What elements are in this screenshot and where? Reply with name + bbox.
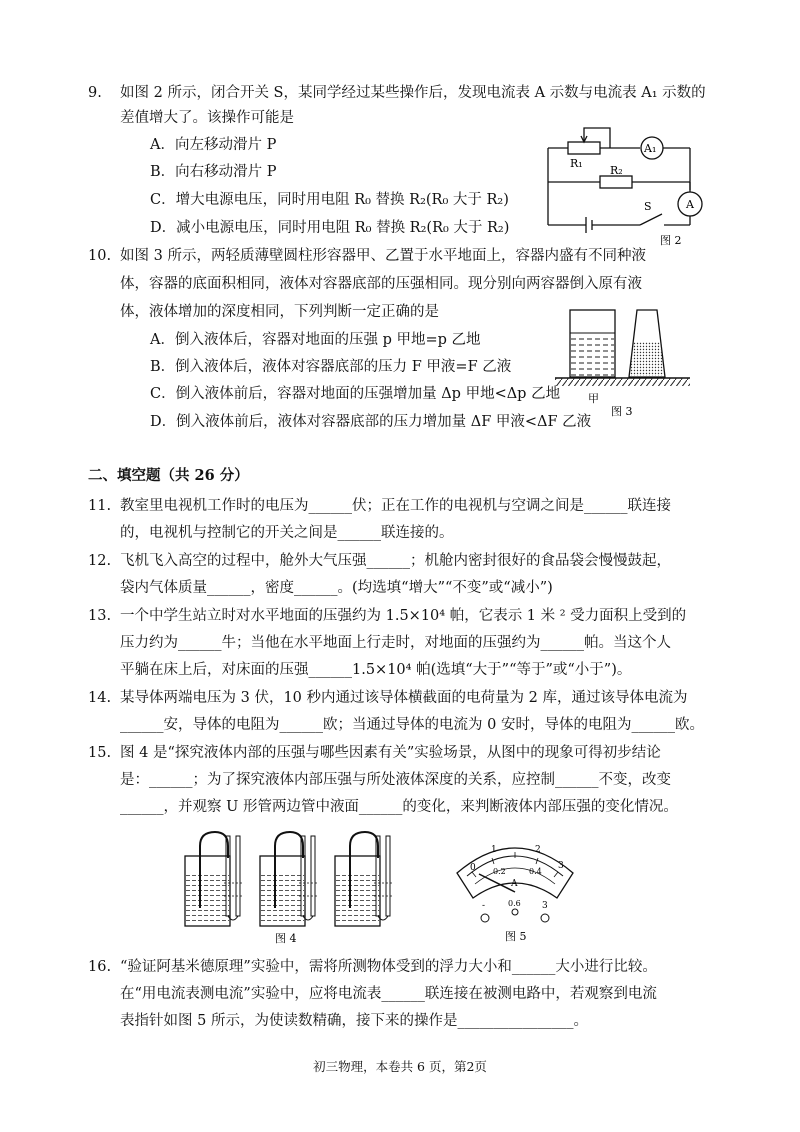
beaker-1 <box>185 832 242 926</box>
option-b: B．倒入液体后，液体对容器底部的压力 F 甲液=F 乙液 <box>150 359 512 375</box>
dial-tick-0: 0 <box>470 863 476 873</box>
figure-4-beakers <box>180 828 405 948</box>
question-stem: 如图 2 所示，闭合开关 S，某同学经过某些操作后，发现电流表 A 示数与电流表 A₁ 示数的 <box>120 85 706 101</box>
question-stem: 差值增大了。该操作可能是 <box>120 110 294 126</box>
option-d: D．减小电源电压，同时用电阻 R₀ 替换 R₂(R₀ 大于 R₂) <box>150 220 510 236</box>
question-text: 某导体两端电压为 3 伏，10 秒内通过该导体横截面的电荷量为 2 库，通过该导体电流为 <box>120 690 688 706</box>
figure-3-containers <box>555 300 695 420</box>
question-text: 袋内气体质量______，密度______。(均选填“增大”“不变”或“减小”) <box>120 580 553 596</box>
figure-3-caption: 图 3 <box>611 405 633 418</box>
beaker-3 <box>335 832 392 926</box>
question-text: 的，电视机与控制它的开关之间是______联连接的。 <box>120 525 454 541</box>
figure-5-ammeter <box>445 828 585 948</box>
question-number: 16. <box>88 959 112 975</box>
section-title: 二、填空题（共 26 分） <box>88 467 249 484</box>
dial-tick-1: 1 <box>491 845 497 855</box>
question-text: 飞机飞入高空的过程中，舱外大气压强______；机舱内密封很好的食品袋会慢慢鼓起， <box>120 553 671 569</box>
figure-2-caption: 图 2 <box>660 234 682 247</box>
terminal-06: 0.6 <box>508 899 521 908</box>
question-stem: 体，容器的底面积相同，液体对容器底部的压强相同。现分别向两容器倒入原有液 <box>120 276 642 292</box>
question-text: 一个中学生站立时对水平地面的压强约为 1.5×10⁴ 帕，它表示 1 米 ² 受力面积上受到的 <box>120 608 687 624</box>
figure-5-caption: 图 5 <box>505 930 527 943</box>
question-text: “验证阿基米德原理”实验中，需将所测物体受到的浮力大小和______大小进行比较。 <box>120 959 657 975</box>
question-text: 教室里电视机工作时的电压为______伏；正在工作的电视机与空调之间是______联连接 <box>120 498 671 514</box>
option-b: B．向右移动滑片 P <box>150 164 277 180</box>
option-c: C．倒入液体前后，容器对地面的压强增加量 Δp 甲地<Δp 乙地 <box>150 386 561 402</box>
r2-label: R₂ <box>610 164 623 177</box>
question-text: 是：______；为了探究液体内部压强与所处液体深度的关系，应控制______不变，改变 <box>120 772 671 788</box>
question-number: 9. <box>88 85 102 101</box>
r1-label: R₁ <box>570 157 583 170</box>
question-text: 压力约为______牛；当他在水平地面上行走时，对地面的压强约为______帕。当这个人 <box>120 635 671 651</box>
terminal-negative: - <box>482 901 486 911</box>
question-number: 10. <box>88 248 112 264</box>
option-c: C．增大电源电压，同时用电阻 R₀ 替换 R₂(R₀ 大于 R₂) <box>150 192 509 208</box>
terminal-3: 3 <box>542 901 548 911</box>
dial-tick-2: 2 <box>535 845 541 855</box>
ammeter-a1-label: A₁ <box>644 142 657 155</box>
question-number: 15. <box>88 745 112 761</box>
question-stem: 如图 3 所示，两轻质薄壁圆柱形容器甲、乙置于水平地面上，容器内盛有不同种液 <box>120 248 646 264</box>
dial-tick-3: 3 <box>558 861 564 871</box>
container-jia-label: 甲 <box>588 392 599 405</box>
question-text: 图 4 是“探究液体内部的压强与哪些因素有关”实验场景，从图中的现象可得初步结论 <box>120 745 661 761</box>
switch-label: S <box>644 200 652 213</box>
question-text: ______，并观察 U 形管两边管中液面______的变化，来判断液体内部压强的变化情况。 <box>120 799 678 815</box>
figure-2-circuit <box>540 120 720 245</box>
dial-unit: A <box>511 879 518 889</box>
option-d: D．倒入液体前后，液体对容器底部的压力增加量 ΔF 甲液<ΔF 乙液 <box>150 414 592 430</box>
question-text: ______安，导体的电阻为______欧；当通过导体的电流为 0 安时，导体的电阻为______欧。 <box>120 717 704 733</box>
question-text: 平躺在床上后，对床面的压强______1.5×10⁴ 帕(选填“大于”“等于”或“小于”)。 <box>120 662 632 678</box>
page-footer: 初三物理，本卷共 6 页，第2页 <box>313 1059 487 1074</box>
figure-4-caption: 图 4 <box>275 932 297 945</box>
dial-subtick-02: 0.2 <box>493 867 506 876</box>
question-number: 12. <box>88 553 112 569</box>
question-stem: 体，液体增加的深度相同，下列判断一定正确的是 <box>120 304 439 320</box>
question-number: 13. <box>88 608 112 624</box>
option-a: A．倒入液体后，容器对地面的压强 p 甲地=p 乙地 <box>150 332 481 348</box>
question-text: 在“用电流表测电流”实验中，应将电流表______联连接在被测电路中，若观察到电流 <box>120 986 657 1002</box>
ammeter-a-label: A <box>686 198 694 211</box>
beaker-2 <box>260 832 317 926</box>
question-text: 表指针如图 5 所示，为使读数精确，接下来的操作是________________。 <box>120 1013 588 1029</box>
question-number: 11. <box>88 498 112 514</box>
question-number: 14. <box>88 690 112 706</box>
option-a: A．向左移动滑片 P <box>150 137 277 153</box>
dial-subtick-04: 0.4 <box>529 867 542 876</box>
